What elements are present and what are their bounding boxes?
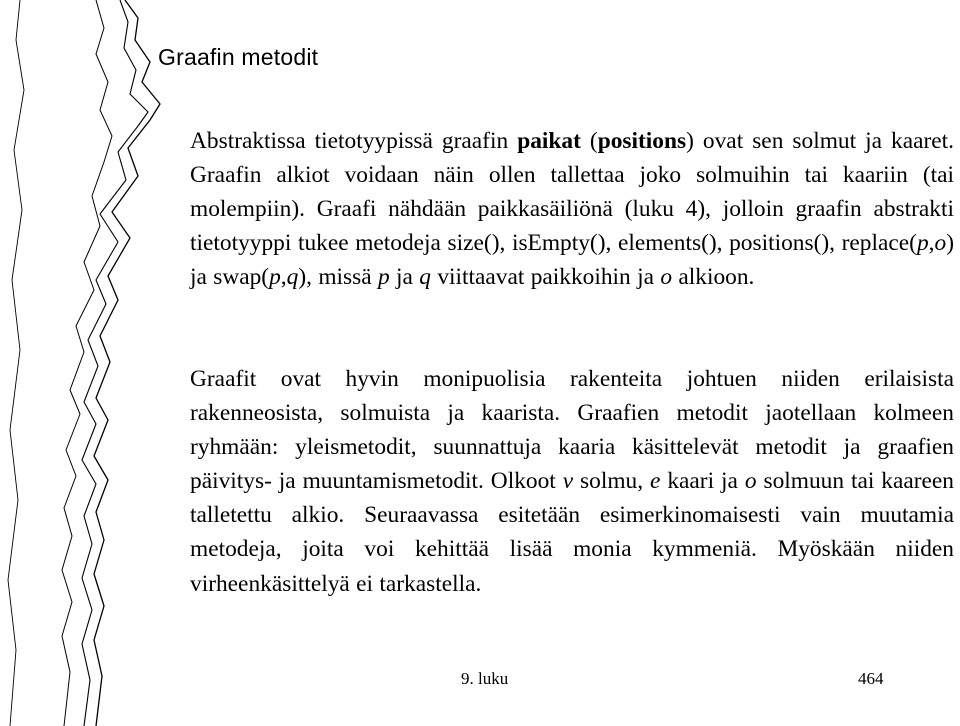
footer-chapter: 9. luku <box>461 669 509 688</box>
torn-paper-edge <box>0 0 190 726</box>
paragraph-graph-methods: Graafit ovat hyvin monipuolisia rakenteita johtuen niiden erilaisista rakenneosista, solmuista ja kaarista. Graafien metodit jaotellaan kolmeen ryhmään: yleismetodit, suunnattuja kaaria käsittelevät metodit ja graafien päivitys- ja muuntamismetodit. Olkoot v solmu, e kaari ja o solmuun tai kaareen talletettu alkio. Seuraavassa esitetään esimerkinomaisesti vain muutamia metodeja, joita voi kehittää lisää monia kymmeniä. Myöskään niiden virheenkäsittelyä ei tarkastella. <box>190 366 955 597</box>
page-title: Graafin metodit <box>158 44 319 70</box>
paragraph-abstract-graph: Abstraktissa tietotyypissä graafin paikat (positions) ovat sen solmut ja kaaret. Graafin alkiot voidaan näin ollen tallettaa joko solmuihin tai kaariin (tai molempiin). Graafi nähdään paikkasäiliönä (luku 4), jolloin graafin abstrakti tietotyyppi tukee metodeja size(), isEmpty(), elements(), positions(), replace(p,o) ja swap(p,q), missä p ja q viittaavat paikkoihin ja o alkioon. <box>190 128 954 291</box>
footer-page-number: 464 <box>858 669 884 688</box>
